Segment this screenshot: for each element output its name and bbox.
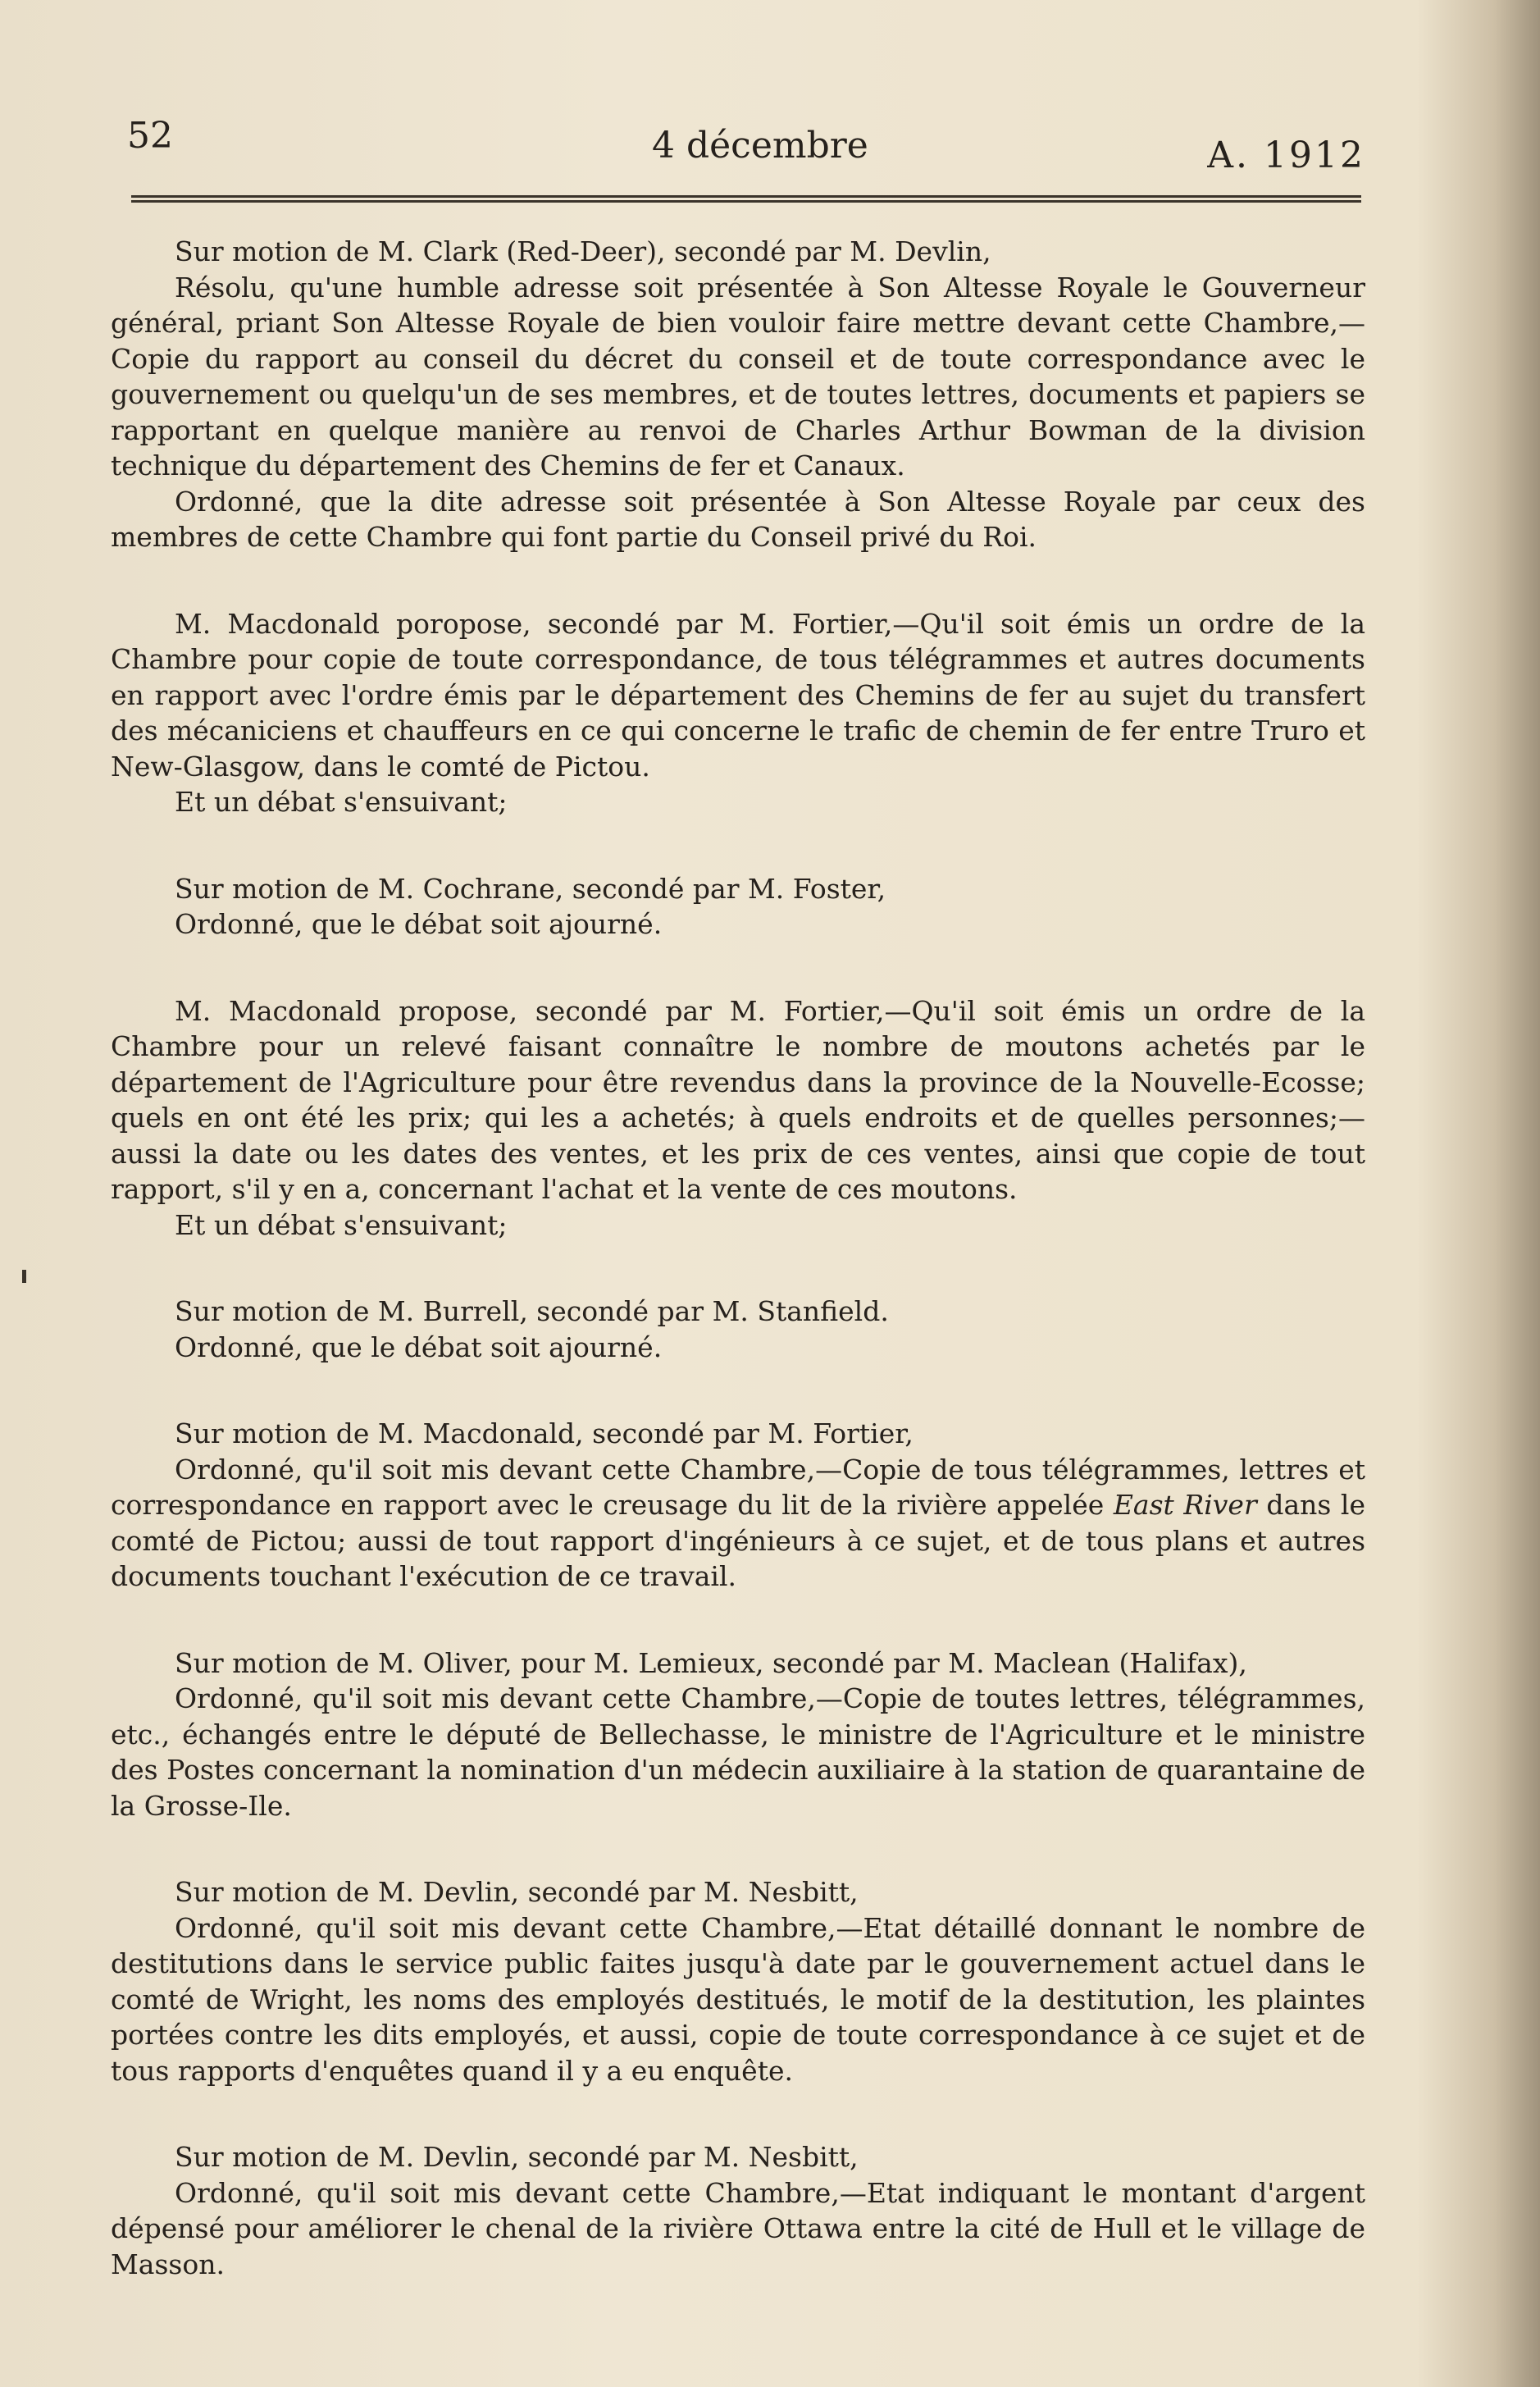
motion-line: Sur motion de M. Burrell, secondé par M. Stanfield. bbox=[175, 1295, 889, 1327]
entry-oliver-motion bbox=[111, 1645, 1365, 1824]
order-text: Ordonné, que la dite adresse soit présentée à Son Altesse Royale par ceux des membres de cette Chambre qui font partie du Conseil privé du Roi. bbox=[111, 485, 1365, 553]
entry-devlin-motion-ottawa bbox=[111, 2139, 1365, 2282]
order-text: Ordonné, que le débat soit ajourné. bbox=[175, 908, 663, 940]
order-text: Ordonné, qu'il soit mis devant cette Chambre,—Etat détaillé donnant le nombre de destitutions dans le service public faites jusqu'à date par le gouvernement actuel dans le comté de Wright, les noms des employés destitués, le motif de la destitution, les plaintes portées contre les dits employés, et aussi, copie de toute correspondance à ce sujet et de tous rapports d'enquêtes quand il y a eu enquête. bbox=[111, 1911, 1365, 2087]
debate-line: Et un débat s'ensuivant; bbox=[175, 786, 508, 818]
river-name: East River bbox=[1113, 1489, 1257, 1521]
motion-line: Sur motion de M. Cochrane, secondé par M. Foster, bbox=[175, 872, 886, 905]
entry-macdonald-motion-railway bbox=[111, 606, 1365, 820]
page-year: A. 1912 bbox=[1207, 135, 1365, 176]
order-text-part-b: dans le comté de Pictou; aussi de tout rapport d'ingénieurs à ce sujet, et de tous plans et autres documents touchant l'exécution de ce travail. bbox=[111, 1489, 1365, 1592]
entry-devlin-motion-wright bbox=[111, 1874, 1365, 2088]
order-text: Ordonné, qu'il soit mis devant cette Chambre,—Etat indiquant le montant d'argent dépensé pour améliorer le chenal de la rivière Ottawa entre la cité de Hull et le village de Masson. bbox=[111, 2176, 1365, 2280]
motion-line: Sur motion de M. Devlin, secondé par M. Nesbitt, bbox=[175, 2141, 859, 2173]
page-header bbox=[127, 115, 1365, 180]
entry-burrell-motion bbox=[111, 1294, 1365, 1365]
order-text: Ordonné, qu'il soit mis devant cette Chambre,—Copie de toutes lettres, télégrammes, etc., échangés entre le député de Bellechasse, le ministre de l'Agriculture et le ministre des Postes concernant la nomination d'un médecin auxiliaire à la station de quarantaine de la Grosse-Ile. bbox=[111, 1682, 1365, 1822]
motion-line: Sur motion de M. Clark (Red-Deer), secondé par M. Devlin, bbox=[175, 235, 991, 267]
entry-clark-motion bbox=[111, 234, 1365, 555]
margin-mark bbox=[22, 1270, 26, 1283]
entry-macdonald-motion-sheep bbox=[111, 993, 1365, 1244]
page-body bbox=[111, 234, 1365, 2333]
motion-line: Sur motion de M. Oliver, pour M. Lemieux, secondé par M. Maclean (Halifax), bbox=[175, 1646, 1247, 1679]
entry-cochrane-motion bbox=[111, 871, 1365, 942]
resolution-text: Résolu, qu'une humble adresse soit présentée à Son Altesse Royale le Gouverneur général, priant Son Altesse Royale de bien vouloir faire mettre devant cette Chambre,—Copie du rapport au conseil du décret du conseil et de toute correspondance avec le gouvernement ou quelqu'un de ses membres, et de toutes lettres, documents et papiers se rapportant en quelque manière au renvoi de Charles Arthur Bowman de la division technique du département des Chemins de fer et Canaux. bbox=[111, 271, 1365, 482]
order-text bbox=[111, 1452, 1365, 1595]
order-text-part-a: Ordonné, qu'il soit mis devant cette Chambre,—Copie de tous télégrammes, lettres et correspondance en rapport avec le creusage du lit de la rivière appelée bbox=[111, 1453, 1365, 1521]
entry-macdonald-east-river bbox=[111, 1416, 1365, 1595]
page-date: 4 décembre bbox=[652, 125, 868, 167]
motion-text: M. Macdonald poropose, secondé par M. Fortier,—Qu'il soit émis un ordre de la Chambre pour copie de toute correspondance, de tous télégrammes et autres documents en rapport avec l'ordre émis par le département des Chemins de fer au sujet du transfert des mécaniciens et chauffeurs en ce qui concerne le trafic de chemin de fer entre Truro et New-Glasgow, dans le comté de Pictou. bbox=[111, 607, 1365, 783]
page-number: 52 bbox=[127, 115, 173, 157]
motion-line: Sur motion de M. Macdonald, secondé par M. Fortier, bbox=[175, 1417, 914, 1449]
debate-line: Et un débat s'ensuivant; bbox=[175, 1208, 508, 1241]
motion-text: M. Macdonald propose, secondé par M. Fortier,—Qu'il soit émis un ordre de la Chambre pour un relevé faisant connaître le nombre de moutons achetés par le département de l'Agriculture pour être revendus dans la province de la Nouvelle-Ecosse; quels en ont été les prix; qui les a achetés; à quels endroits et de quelles personnes;—aussi la date ou les dates des ventes, et les prix de ces ventes, ainsi que copie de tout rapport, s'il y en a, concernant l'achat et la vente de ces moutons. bbox=[111, 994, 1365, 1205]
order-text: Ordonné, que le débat soit ajourné. bbox=[175, 1330, 663, 1363]
motion-line: Sur motion de M. Devlin, secondé par M. Nesbitt, bbox=[175, 1876, 859, 1908]
header-rule bbox=[131, 195, 1361, 203]
